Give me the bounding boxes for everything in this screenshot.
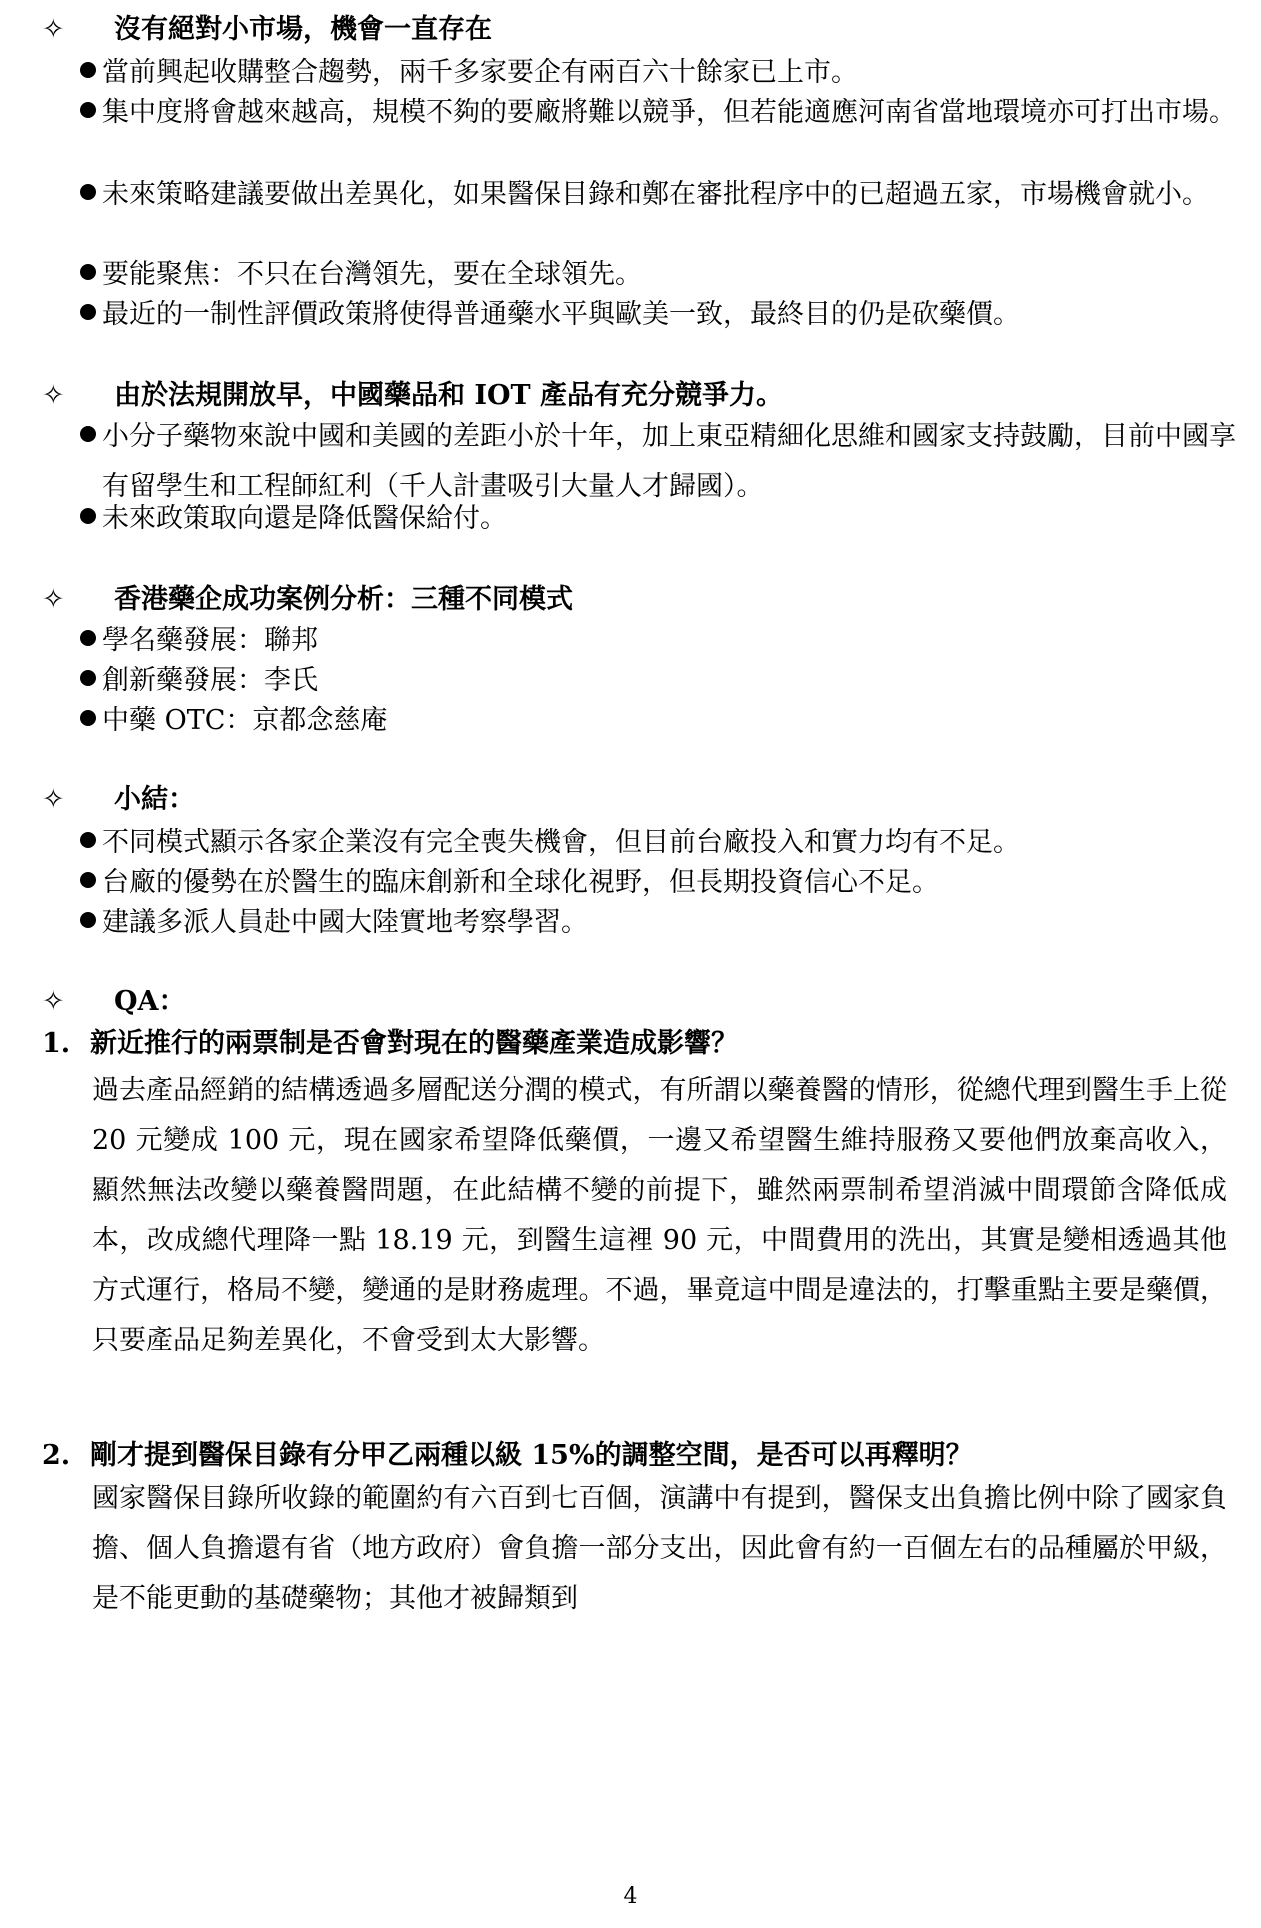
qa-question <box>42 1024 1232 1064</box>
question-text: 新近推行的兩票制是否會對現在的醫藥產業造成影響？ <box>90 1028 738 1059</box>
bullet-dot-icon <box>80 426 96 442</box>
bullet-dot-icon <box>80 912 96 928</box>
section-title: 小結： <box>114 784 195 815</box>
diamond-star-icon: ✧ <box>42 584 65 615</box>
section-title: 沒有絕對小市場，機會一直存在 <box>114 14 492 45</box>
bullet-item: 學名藥發展：聯邦 <box>80 616 1252 666</box>
qa-answer: 過去產品經銷的結構透過多層配送分潤的模式，有所謂以藥養醫的情形，從總代理到醫生手上從 20 元變成 100 元，現在國家希望降低藥價，一邊又希望醫生維持服務又要他們放棄高收入，顯然無法改變以藥養醫問題，在此結構不變的前提下，雖然兩票制希望消滅中間環節含降低成本，改成總代理降一點 18.19 元，到醫生這裡 90 元，中間費用的洗出，其實是變相透過其他方式運行，格局不變，變通的是財務處理。不過，畢竟這中間是違法的，打擊重點主要是藥價，只要產品足夠差異化，不會受到太大影響。 <box>92 1075 1227 1356</box>
bullet-item: 未來策略建議要做出差異化，如果醫保目錄和鄭在審批程序中的已超過五家，市場機會就小。 <box>80 170 1252 220</box>
section-heading <box>42 376 783 416</box>
bullet-dot-icon <box>80 670 96 686</box>
qa-title: QA： <box>114 986 186 1017</box>
bullet-dot-icon <box>80 710 96 726</box>
bullet-dot-icon <box>80 832 96 848</box>
section-heading <box>42 580 573 620</box>
bullet-item: 不同模式顯示各家企業沒有完全喪失機會，但目前台廠投入和實力均有不足。 <box>80 818 1252 868</box>
section-heading <box>42 780 195 820</box>
question-number: 1. <box>42 1028 71 1059</box>
bullet-item: 中藥 OTC：京都念慈庵 <box>80 696 1252 746</box>
bullet-dot-icon <box>80 630 96 646</box>
bullet-item: 集中度將會越來越高，規模不夠的要廠將難以競爭，但若能適應河南省當地環境亦可打出市場。 <box>80 88 1252 138</box>
qa-answer: 國家醫保目錄所收錄的範圍約有六百到七百個，演講中有提到，醫保支出負擔比例中除了國家負擔、個人負擔還有省（地方政府）會負擔一部分支出，因此會有約一百個左右的品種屬於甲級，是不能更動的基礎藥物；其他才被歸類到 <box>92 1483 1227 1614</box>
bullet-item: 未來政策取向還是降低醫保給付。 <box>80 494 1252 544</box>
bullet-dot-icon <box>80 184 96 200</box>
qa-heading <box>42 982 185 1022</box>
bullet-dot-icon <box>80 304 96 320</box>
bullet-item: 小分子藥物來說中國和美國的差距小於十年，加上東亞精細化思維和國家支持鼓勵，目前中國享有留學生和工程師紅利（千人計畫吸引大量人才歸國）。 <box>80 412 1252 512</box>
bullet-dot-icon <box>80 102 96 118</box>
diamond-star-icon: ✧ <box>42 784 65 815</box>
section-heading <box>42 10 492 50</box>
diamond-star-icon: ✧ <box>42 986 65 1017</box>
bullet-item: 台廠的優勢在於醫生的臨床創新和全球化視野，但長期投資信心不足。 <box>80 858 1252 908</box>
qa-question <box>42 1436 1232 1476</box>
section-title: 由於法規開放早，中國藥品和 IOT 產品有充分競爭力。 <box>114 380 784 411</box>
bullet-item: 創新藥發展：李氏 <box>80 656 1252 706</box>
bullet-item: 要能聚焦：不只在台灣領先，要在全球領先。 <box>80 250 1252 300</box>
bullet-dot-icon <box>80 62 96 78</box>
diamond-star-icon: ✧ <box>42 14 65 45</box>
bullet-item: 建議多派人員赴中國大陸實地考察學習。 <box>80 898 1252 948</box>
question-number: 2. <box>42 1440 71 1471</box>
bullet-item: 當前興起收購整合趨勢，兩千多家要企有兩百六十餘家已上市。 <box>80 48 1252 98</box>
bullet-dot-icon <box>80 872 96 888</box>
bullet-dot-icon <box>80 264 96 280</box>
diamond-star-icon: ✧ <box>42 380 65 411</box>
section-title: 香港藥企成功案例分析：三種不同模式 <box>114 584 573 615</box>
bullet-item: 最近的一制性評價政策將使得普通藥水平與歐美一致，最終目的仍是砍藥價。 <box>80 290 1252 340</box>
bullet-dot-icon <box>80 508 96 524</box>
page-number: 4 <box>623 1884 638 1909</box>
question-text: 剛才提到醫保目錄有分甲乙兩種以級 15%的調整空間，是否可以再釋明？ <box>90 1440 973 1471</box>
